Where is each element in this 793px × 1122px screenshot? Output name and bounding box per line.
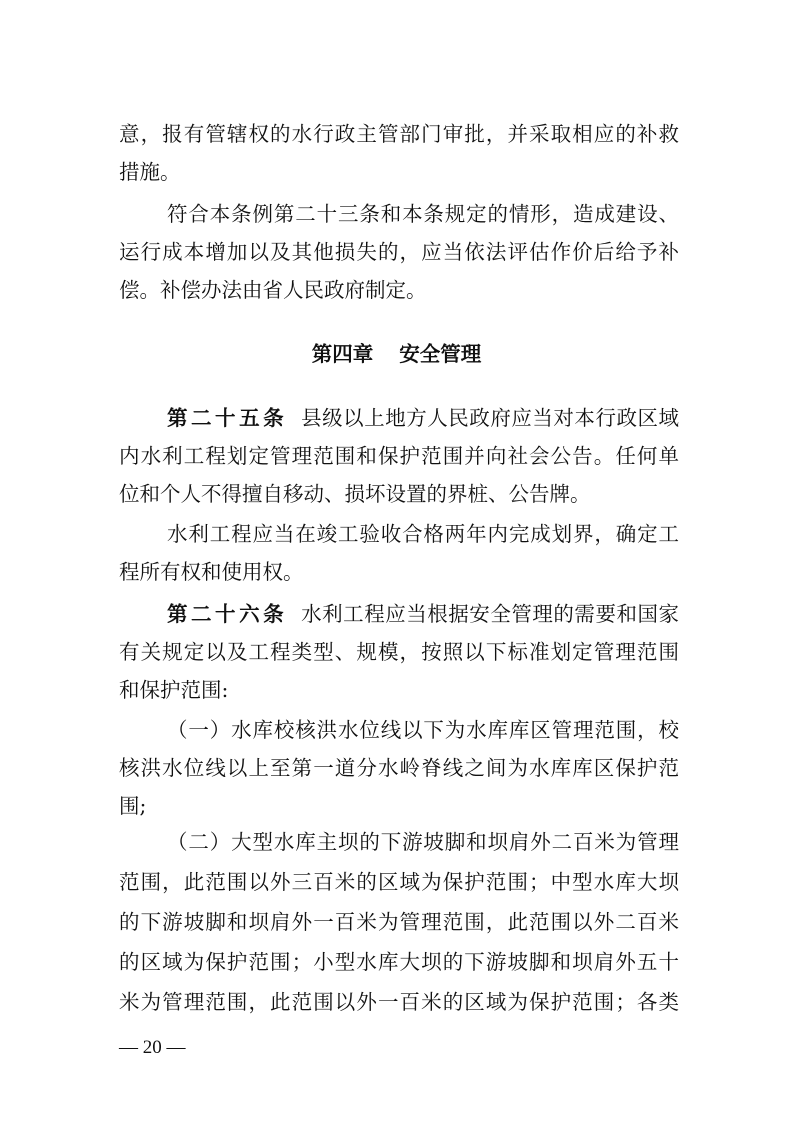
text-line: 措施。 [119, 160, 181, 184]
list-item-line: 范围，此范围以外三百米的区域为保护范围；中型水库大坝 [119, 870, 679, 894]
article-26-first-line [167, 594, 679, 634]
text-line: 偿。补偿办法由省人民政府制定。 [119, 278, 427, 302]
page-number: — 20 — [119, 1037, 186, 1058]
article-number: 第二十五条 [167, 406, 288, 430]
list-item-line: 的下游坡脚和坝肩外一百米为管理范围，此范围以外二百米 [119, 910, 679, 934]
text-line: 和保护范围: [119, 678, 229, 702]
article-25-first-line [167, 398, 679, 438]
text-line: 运行成本增加以及其他损失的，应当依法评估作价后给予补 [119, 240, 679, 264]
article-number: 第二十六条 [167, 602, 288, 626]
list-item-line: 米为管理范围，此范围以外一百米的区域为保护范围；各类 [119, 990, 679, 1014]
text-line: 有关规定以及工程类型、规模，按照以下标准划定管理范围 [119, 640, 679, 664]
text-line: 水利工程应当根据安全管理的需要和国家 [301, 602, 680, 626]
list-item-line: （二）大型水库主坝的下游坡脚和坝肩外二百米为管理 [167, 830, 679, 854]
text-line: 内水利工程划定管理范围和保护范围并向社会公告。任何单 [119, 444, 679, 468]
text-line: 县级以上地方人民政府应当对本行政区域 [301, 406, 680, 430]
list-item-line: （一）水库校核洪水位线以下为水库库区管理范围，校 [167, 718, 679, 742]
chapter-number: 第四章 [311, 342, 374, 366]
chapter-title: 安全管理 [399, 342, 482, 366]
list-item-line: 核洪水位线以上至第一道分水岭脊线之间为水库库区保护范 [119, 756, 679, 780]
list-item-line: 围; [119, 794, 147, 818]
list-item-line: 的区域为保护范围；小型水库大坝的下游坡脚和坝肩外五十 [119, 950, 679, 974]
chapter-heading [0, 334, 793, 374]
text-line: 意，报有管辖权的水行政主管部门审批，并采取相应的补救 [119, 122, 679, 146]
text-line: 程所有权和使用权。 [119, 560, 304, 584]
text-line: 位和个人不得擅自移动、损坏设置的界桩、公告牌。 [119, 482, 591, 506]
text-line: 符合本条例第二十三条和本条规定的情形，造成建设、 [167, 202, 679, 226]
text-line: 水利工程应当在竣工验收合格两年内完成划界，确定工 [167, 522, 679, 546]
